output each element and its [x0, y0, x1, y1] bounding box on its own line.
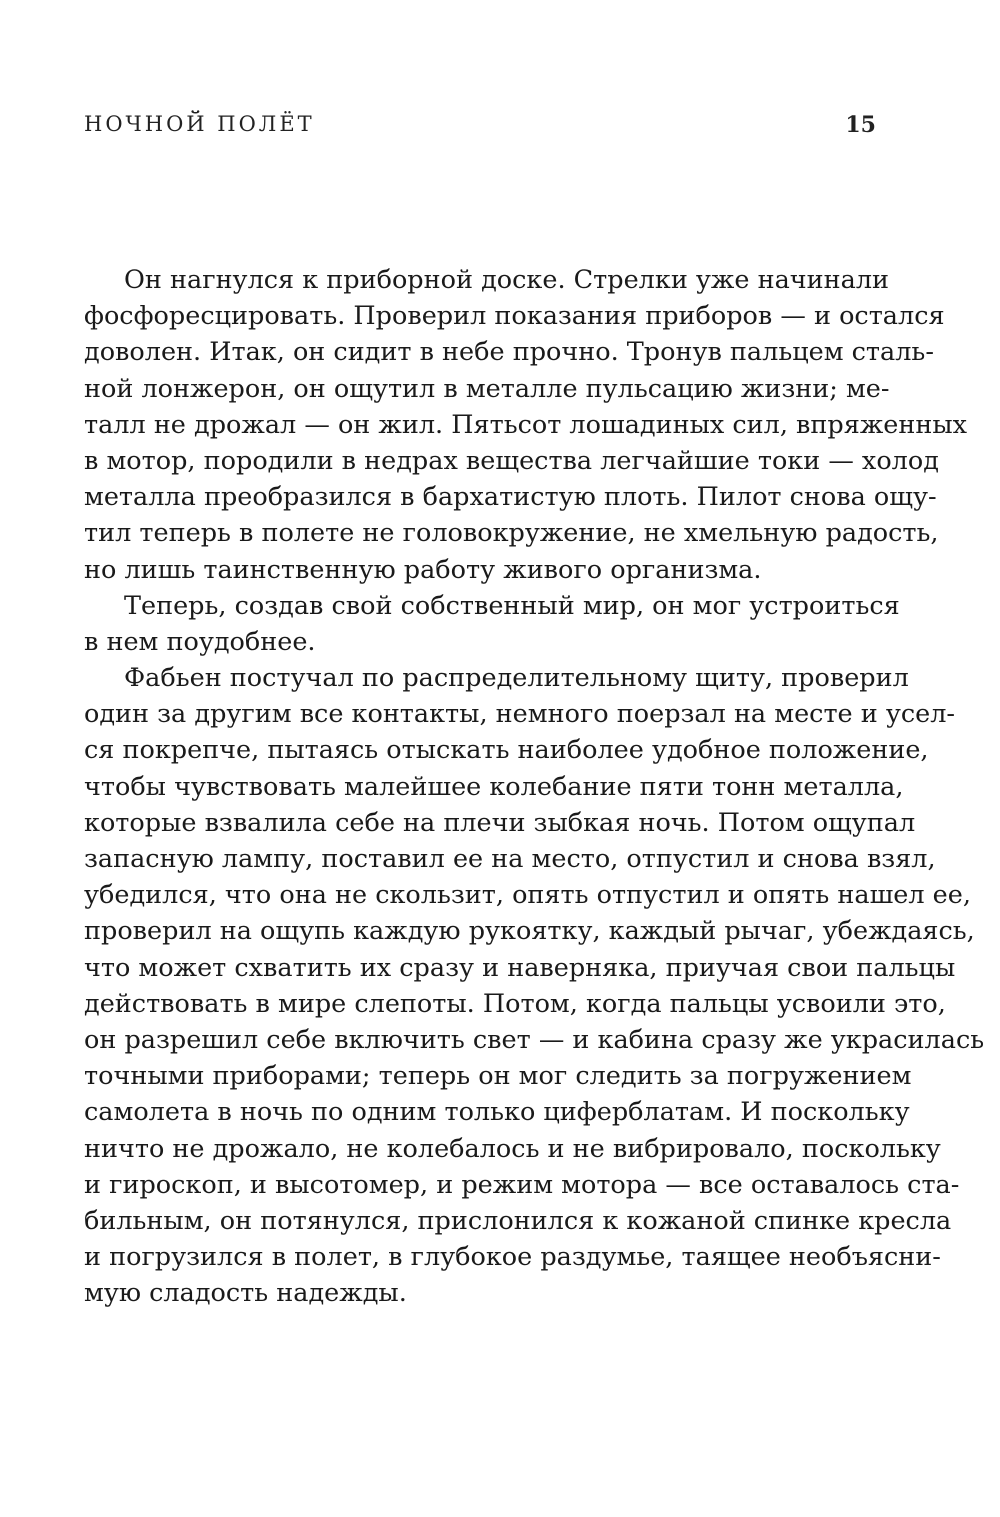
text-line: мую сладость надежды.	[84, 1278, 407, 1309]
paragraph	[84, 588, 900, 660]
text-line: что может схватить их сразу и наверняка, приучая свои пальцы	[84, 952, 956, 983]
page-header	[84, 112, 876, 142]
text-line: доволен. Итак, он сидит в небе прочно. Тронув пальцем сталь-	[84, 337, 934, 368]
text-body	[84, 262, 985, 1311]
paragraph	[84, 660, 985, 1311]
text-line: точными приборами; теперь он мог следить за погружением	[84, 1061, 912, 1092]
text-line: тил теперь в полете не головокружение, не хмельную радость,	[84, 518, 939, 549]
text-line: запасную лампу, поставил ее на место, отпустил и снова взял,	[84, 844, 936, 874]
text-line: бильным, он потянулся, прислонился к кожаной спинке кресла	[84, 1205, 952, 1236]
text-line: и гироскоп, и высотомер, и режим мотора — все оставалось ста-	[84, 1169, 960, 1200]
paragraph	[84, 262, 968, 588]
text-line: ной лонжерон, он ощутил в металле пульсацию жизни; ме-	[84, 373, 890, 404]
text-line: действовать в мире слепоты. Потом, когда пальцы усвоили это,	[84, 988, 946, 1019]
text-line: Фабьен постучал по распределительному щиту, проверил	[124, 663, 909, 694]
text-line: проверил на ощупь каждую рукоятку, каждый рычаг, убеждаясь,	[84, 916, 975, 947]
text-line: но лишь таинственную работу живого организма.	[84, 554, 762, 585]
text-line: убедился, что она не скользит, опять отпустил и опять нашел ее,	[84, 880, 971, 911]
text-line: ничто не дрожало, не колебалось и не вибрировало, поскольку	[84, 1133, 941, 1164]
text-line: металла преобразился в бархатистую плоть. Пилот снова ощу-	[84, 482, 937, 513]
text-line: фосфоресцировать. Проверил показания приборов — и остался	[84, 301, 945, 332]
text-line: Он нагнулся к приборной доске. Стрелки уже начинали	[124, 265, 890, 295]
text-line: которые взвалила себе на плечи зыбкая ночь. Потом ощупал	[84, 807, 916, 838]
text-line: самолета в ночь по одним только циферблатам. И поскольку	[84, 1097, 910, 1128]
text-line: и погрузился в полет, в глубокое раздумье, таящее необъясни-	[84, 1242, 941, 1273]
text-line: Теперь, создав свой собственный мир, он мог устроиться	[124, 590, 900, 621]
running-title: НОЧНОЙ ПОЛЁТ	[84, 112, 315, 136]
text-line: один за другим все контакты, немного поерзал на месте и усел-	[84, 699, 956, 730]
text-line: ся покрепче, пытаясь отыскать наиболее удобное положение,	[84, 735, 929, 766]
text-line: талл не дрожал — он жил. Пятьсот лошадиных сил, впряженных	[84, 409, 968, 440]
text-line: он разрешил себе включить свет — и кабина сразу же украсилась	[84, 1024, 985, 1055]
text-line: чтобы чувствовать малейшее колебание пяти тонн металла,	[84, 771, 904, 802]
page-number: 15	[845, 112, 876, 138]
text-line: в мотор, породили в недрах вещества легчайшие токи — холод	[84, 445, 939, 476]
text-line: в нем поудобнее.	[84, 626, 316, 657]
